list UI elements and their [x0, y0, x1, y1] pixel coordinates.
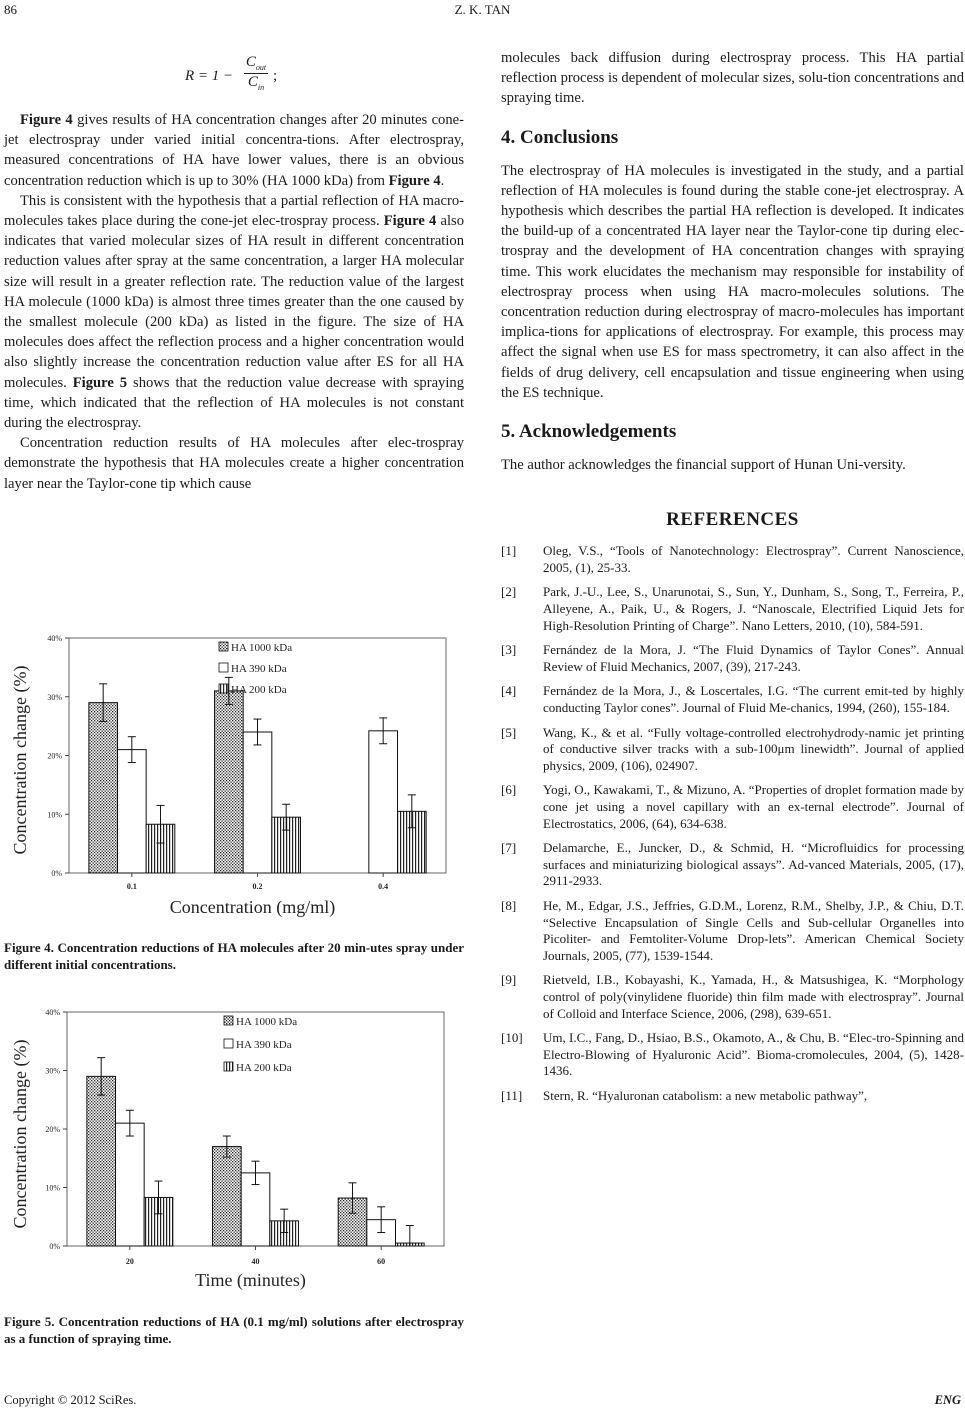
reference-item — [501, 898, 964, 964]
reference-item — [501, 584, 964, 634]
x-tick-label: 40 — [251, 1257, 260, 1266]
reference-text: Fernández de la Mora, J. “The Fluid Dynamics of Taylor Cones”. Annual Review of Fluid Mechanics, 2007, (39), 217-243. — [543, 642, 964, 674]
equation-semicolon: ; — [273, 68, 278, 84]
reference-text: Stern, R. “Hyaluronan catabolism: a new metabolic pathway”, — [543, 1087, 868, 1103]
journal-footer: ENG — [934, 1393, 961, 1407]
reference-item — [501, 683, 964, 716]
figure-5 — [4, 984, 464, 1347]
x-axis-label: Time (minutes) — [195, 1270, 306, 1290]
y-tick-label: 30% — [45, 1066, 60, 1076]
running-head: Z. K. TAN — [454, 2, 511, 17]
y-axis-label: Concentration change (%) — [10, 1039, 30, 1229]
reference-number: [5] — [501, 724, 517, 740]
reference-item — [501, 725, 964, 775]
reference-text: Park, J.-U., Lee, S., Unarunotai, S., Sun, Y., Dunham, S., Song, T., Ferreira, P., Alleyene, A., Paik, U., & Rogers, J. “Nanoscale, Electrified Liquid Jets for High-Resolution Printing of Charge”. Nano Letters, 2010, (10), 584-591. — [543, 584, 964, 633]
reference-number: [6] — [501, 782, 517, 798]
equation-numerator: $C_{out}$ — [245, 54, 267, 72]
x-tick-label: 60 — [377, 1257, 386, 1266]
text-run: also indicates that varied molecular sizes of HA result in different concentration reduction values after spray at the same concentration, a larger HA molecular size will result in a greater reflection rate. The reduction value of the largest HA molecule (1000 kDa) is almost three times greater than the one caused by the smallest molecule (200 kDa) as listed in the figure. The size of HA molecules does affect the reflection process and a higher concentration would also slightly increase the concentration reduction value after ES for all HA molecules. — [4, 213, 464, 391]
left-column — [4, 48, 464, 494]
legend-swatch — [224, 1039, 233, 1048]
x-tick-label: 0.2 — [252, 882, 263, 891]
x-tick-label: 20 — [125, 1257, 134, 1266]
y-axis-label: Concentration change (%) — [10, 665, 30, 855]
references-heading: REFERENCES — [666, 509, 799, 531]
page-number: 86 — [4, 2, 17, 17]
legend-swatch — [219, 684, 228, 693]
text-run: gives results of HA concentration changes after 20 minutes cone-jet electrospray under varied initial concentra-tions. After electrospray, measured concentrations of HA have lower values, there is an obvious concentration reduction which is up to 30% (HA 1000 kDa) from — [4, 112, 464, 189]
figure-reference: Figure 4 — [20, 112, 73, 128]
reference-number: [2] — [501, 584, 517, 600]
body-paragraph — [4, 433, 464, 494]
reference-text: He, M., Edgar, J.S., Jeffries, G.D.M., Lorenz, R.M., Shelby, J.P., & Chiu, D.T. “Selective Encapsulation of Single Cells and Sub-cellular Organelles into Picoliter- and Femtoliter-Volume Drop-lets”. American Chemical Society Journals, 2005, (77), 1539-1544. — [543, 897, 964, 963]
legend-label: HA 390 kDa — [236, 1039, 292, 1051]
reference-number: [11] — [501, 1087, 523, 1103]
conclusions-heading: 4. Conclusions — [501, 126, 619, 148]
text-run: Concentration reduction results of HA molecules after elec-trospray demonstrate the hypothesis that HA molecules create a higher concentration layer near the Taylor-cone tip which cause — [4, 435, 464, 492]
legend-label: HA 1000 kDa — [236, 1016, 298, 1028]
text-run: . — [440, 172, 445, 189]
reference-item — [501, 782, 964, 832]
equation — [4, 48, 464, 110]
legend-swatch — [224, 1062, 233, 1071]
right-column — [501, 48, 964, 1112]
bar — [118, 750, 147, 873]
acknowledgements-heading: 5. Acknowledgements — [501, 421, 677, 443]
equation-denominator: $C_{in}$ — [247, 74, 265, 92]
figure-4-chart — [4, 624, 464, 924]
figure-reference: Figure 4 — [383, 213, 437, 230]
legend-label: HA 200 kDa — [231, 684, 287, 696]
y-tick-label: 30% — [47, 692, 62, 702]
continued-paragraph: molecules back diffusion during electrospray process. This HA partial reflection process is dependent of molecular sizes, solu-tion concentrations and spraying time. — [501, 50, 964, 107]
x-tick-label: 0.4 — [378, 882, 389, 891]
bar — [215, 691, 244, 873]
reference-text: Yogi, O., Kawakami, T., & Mizuno, A. “Properties of droplet formation made by cone jet using a novel capillary with an ex-ternal electrode”. Journal of Electrostatics, 2006, (64), 634-638. — [543, 782, 964, 831]
reference-text: Um, I.C., Fang, D., Hsiao, B.S., Okamoto, A., & Chu, B. “Elec-tro-Spinning and Electro-Blowing of Hyaluronic Acid”. Bioma-cromolecules, 2004, (5), 1428-1436. — [543, 1030, 964, 1079]
y-tick-label: 40% — [45, 1008, 60, 1017]
text-run: This is consistent with the hypothesis that a partial reflection of HA macro-molecules takes place during the cone-jet elec-trospray process. — [4, 192, 464, 230]
figure-reference: Figure 4 — [388, 172, 441, 189]
bar — [116, 1123, 145, 1246]
y-tick-label: 40% — [47, 634, 62, 643]
body-paragraph — [4, 110, 464, 191]
figure-reference: Figure 5 — [72, 374, 128, 391]
acknowledgements-text: The author acknowledges the financial support of Hunan Uni-versity. — [501, 457, 906, 474]
reference-list — [501, 543, 964, 1104]
body-paragraph — [4, 191, 464, 433]
y-tick-label: 10% — [45, 1183, 60, 1193]
reference-number: [7] — [501, 840, 517, 856]
y-tick-label: 10% — [47, 810, 62, 820]
reference-item — [501, 972, 964, 1022]
y-tick-label: 0% — [49, 1242, 60, 1251]
legend-swatch — [224, 1016, 233, 1025]
reference-number: [3] — [501, 642, 517, 658]
y-tick-label: 20% — [47, 751, 62, 761]
bar — [213, 1147, 242, 1246]
figure-5-caption: Figure 5. Concentration reductions of HA (0.1 mg/ml) solutions after electrospray as a function of spraying time. — [4, 1314, 464, 1346]
reference-item — [501, 840, 964, 890]
x-tick-label: 0.1 — [126, 882, 137, 891]
reference-number: [9] — [501, 972, 517, 988]
x-axis-label: Concentration (mg/ml) — [169, 897, 336, 917]
legend-swatch — [219, 642, 228, 651]
reference-number: [1] — [501, 543, 517, 559]
bar — [87, 1076, 116, 1246]
reference-number: [8] — [501, 897, 517, 913]
reference-text: Rietveld, I.B., Kobayashi, K., Yamada, H., & Matsushigea, K. “Morphology control of poly(vinylidene fluoride) thin film made with electrospray”. Journal of Colloid and Interface Science, 2006, (298), 639-651. — [543, 972, 964, 1021]
y-tick-label: 20% — [45, 1125, 60, 1134]
reference-text: Oleg, V.S., “Tools of Nanotechnology: Electrospray”. Current Nanoscience, 2005, (1), 25-33. — [543, 543, 964, 575]
reference-text: Wang, K., & et al. “Fully voltage-controlled electrohydrody-namic jet printing of conductive silver tracks with a sub-100μm linewidth”. Journal of applied physics, 2009, (106), 024907. — [543, 724, 964, 773]
reference-item — [501, 642, 964, 675]
reference-text: Fernández de la Mora, J., & Loscertales, I.G. “The current emit-ted by highly conducting Taylor cones”. Journal of Fluid Me-chanics, 1994, (260), 155-184. — [543, 683, 964, 715]
legend-label: HA 200 kDa — [236, 1062, 292, 1074]
conclusions-text: The electrospray of HA molecules is investigated in the study, and a partial reflection of HA molecules is found during the stable cone-jet electrospray. A hypothesis which describes the partial HA reflection is developed. It indicates the build-up of a concentrated HA layer near the Taylor-cone tip during elec-trospray and the development of HA concentration changes with spraying time. This work elucidates the mechanism may responsible for instability of electrospray process when using HA macro-molecules solutions. The concentration reduction during electrospray of macro-molecules has important implica-tions for applications of electrospray. For example, this process may affect the signal when use ES for mass spectrometry, it can also affect in the fields of drug delivery, cell encapsulation and tissue engineering when using the ES technique. — [501, 162, 964, 401]
copyright-footer: Copyright © 2012 SciRes. — [4, 1393, 137, 1407]
reference-number: [10] — [501, 1030, 523, 1046]
reference-item — [501, 543, 964, 576]
figure-4 — [4, 624, 464, 973]
text-run: shows that the reduction value decrease with spraying time, which indicated that the reflection of HA molecules is not constant during the electrospray. — [4, 374, 464, 432]
legend-label: HA 1000 kDa — [231, 642, 293, 654]
reference-number: [4] — [501, 683, 517, 699]
bar — [369, 731, 398, 873]
reference-item — [501, 1088, 964, 1105]
bar — [89, 703, 118, 873]
legend-label: HA 390 kDa — [231, 663, 287, 675]
legend-swatch — [219, 663, 228, 672]
reference-item — [501, 1030, 964, 1080]
left-paragraphs — [4, 110, 464, 494]
equation-lhs: R = 1 − — [185, 68, 234, 84]
bar — [243, 732, 272, 873]
equation-fraction — [244, 54, 268, 92]
reference-text: Delamarche, E., Juncker, D., & Schmid, H. “Microfluidics for processing surfaces and miniaturizing biological assays”. Ad-vanced Materials, 2005, (17), 2911-2933. — [543, 840, 964, 889]
figure-5-chart — [4, 984, 464, 1294]
y-tick-label: 0% — [51, 869, 62, 878]
figure-4-caption: Figure 4. Concentration reductions of HA molecules after 20 min-utes spray under different initial concentrations. — [4, 940, 464, 972]
